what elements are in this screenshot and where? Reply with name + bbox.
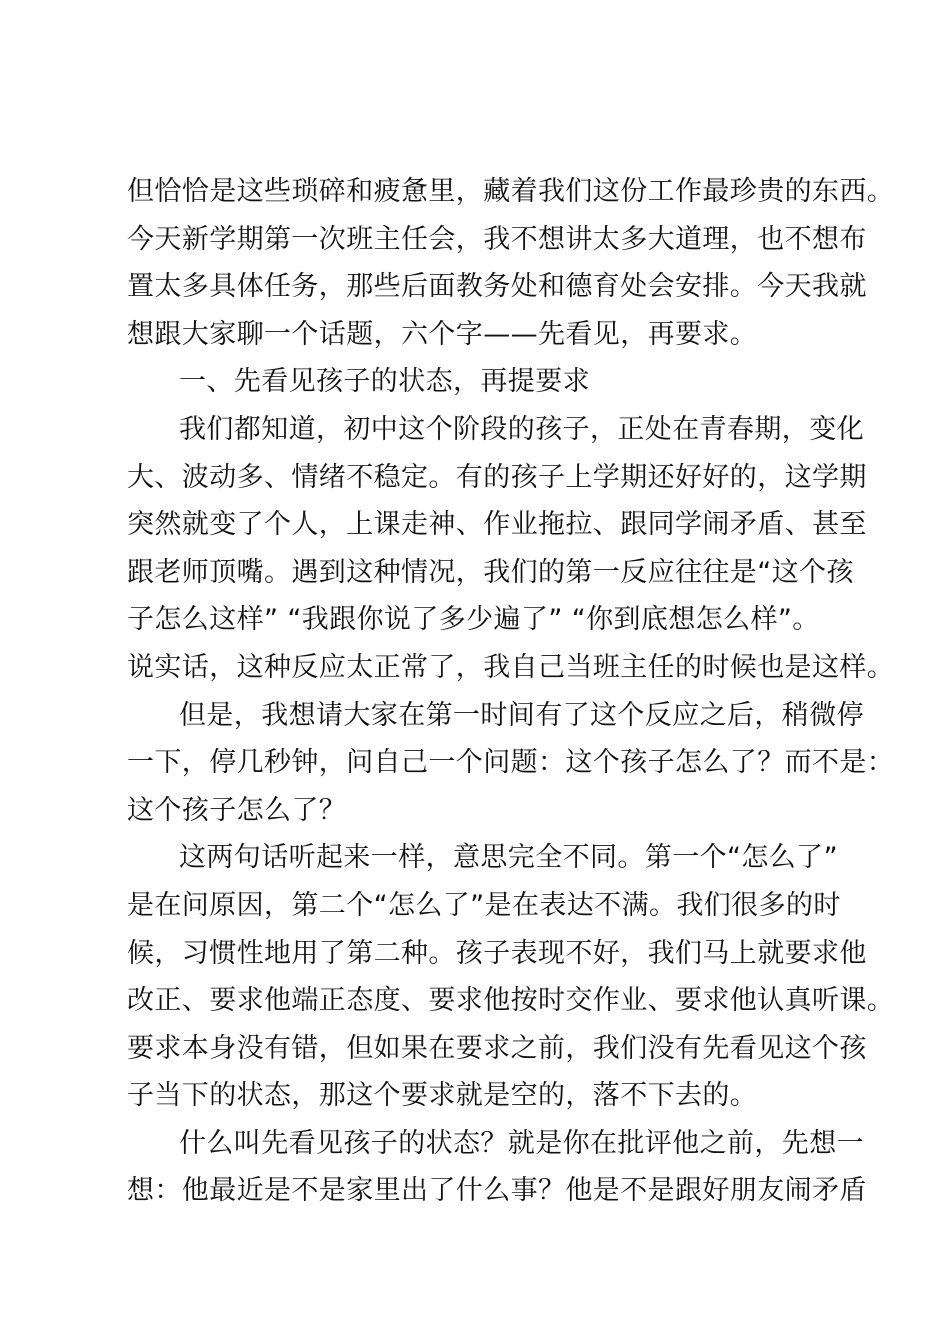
text-line: 一下，停几秒钟，问自己一个问题：这个孩子怎么了？而不是： <box>127 747 895 779</box>
text-line: 子当下的状态，那这个要求就是空的，落不下去的。 <box>127 1080 758 1112</box>
text-line: 子怎么这样” “我跟你说了多少遍了” “你到底想怎么样”。 <box>127 604 820 636</box>
text-line: 是在问原因，第二个“怎么了”是在表达不满。我们很多的时 <box>127 889 841 921</box>
text-line: 但恰恰是这些琐碎和疲惫里，藏着我们这份工作最珍贵的东西。 <box>127 176 895 207</box>
text-line: 今天新学期第一次班主任会，我不想讲太多大道理，也不想布 <box>127 223 867 255</box>
text-line: 什么叫先看见孩子的状态？就是你在批评他之前，先想一 <box>179 1127 864 1159</box>
text-line: 想：他最近是不是家里出了什么事？他是不是跟好朋友闹矛盾 <box>127 1175 867 1207</box>
text-line: 大、波动多、情绪不稳定。有的孩子上学期还好好的，这学期 <box>127 461 867 493</box>
text-line: 这两句话听起来一样，意思完全不同。第一个“怎么了” <box>179 842 838 874</box>
text-line: 但是，我想请大家在第一时间有了这个反应之后，稍微停 <box>179 699 864 731</box>
text-line: 跟老师顶嘴。遇到这种情况，我们的第一反应往往是“这个孩 <box>127 556 854 588</box>
text-line: 我们都知道，初中这个阶段的孩子，正处在青春期，变化 <box>179 413 864 445</box>
text-line: 要求本身没有错，但如果在要求之前，我们没有先看见这个孩 <box>127 1032 867 1064</box>
text-line: 改正、要求他端正态度、要求他按时交作业、要求他认真听课。 <box>127 985 895 1017</box>
text-line: 一、先看见孩子的状态，再提要求 <box>179 366 590 398</box>
text-line: 想跟大家聊一个话题，六个字——先看见，再要求。 <box>127 318 758 350</box>
text-line: 候，习惯性地用了第二种。孩子表现不好，我们马上就要求他 <box>127 937 867 969</box>
document-body <box>127 168 895 1215</box>
text-line: 这个孩子怎么了？ <box>127 794 347 826</box>
text-line: 突然就变了个人，上课走神、作业拖拉、跟同学闹矛盾、甚至 <box>127 509 867 541</box>
text-line: 说实话，这种反应太正常了，我自己当班主任的时候也是这样。 <box>127 651 895 683</box>
text-line: 置太多具体任务，那些后面教务处和德育处会安排。今天我就 <box>127 271 867 303</box>
